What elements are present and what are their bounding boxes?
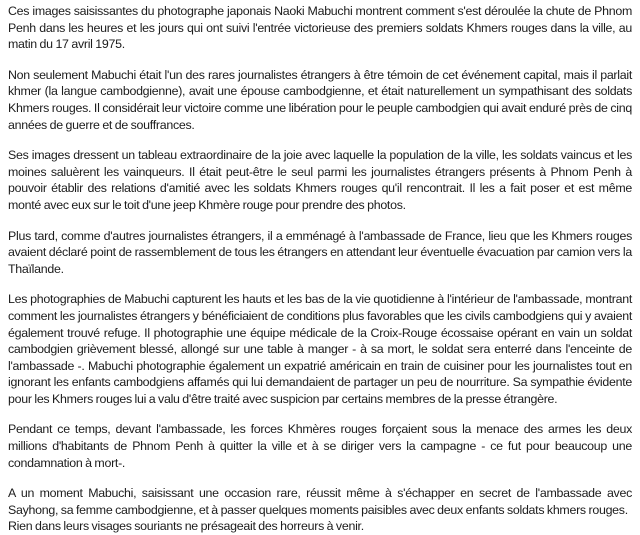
paragraph-sayhong-conclusion: A un moment Mabuchi, saisissant une occasion rare, réussit même à s'échapper en secret de l'ambassade avec Sayhong, sa femme cambodgienne, et à passer quelques moments paisibles avec deux enfants soldats khmers rouges. Rien dans leurs visages souriants ne présageait des horreurs à venir. bbox=[8, 486, 632, 534]
paragraph-evacuation-ville: Pendant ce temps, devant l'ambassade, les forces Khmères rouges forçaient sous la menace des armes les deux millions d'habitants de Phnom Penh à quitter la ville et à se diriger vers la campagne - ce fut pour beaucoup une condamnation à mort-. bbox=[8, 422, 635, 470]
paragraph-images-joie: Ses images dressent un tableau extraordinaire de la joie avec laquelle la population de la ville, les soldats vaincus et les moines saluèrent les vainqueurs. Il était peut-être le seul parmi les journalistes étrangers présents à Phnom Penh à pouvoir établir des relations d'amitié avec les soldats Khmers rouges qu'il rencontrait. Il les a fait poser et est même monté avec eux sur le toit d'une jeep Khmère rouge pour prendre des photos. bbox=[8, 148, 635, 212]
paragraph-mabuchi-background: Non seulement Mabuchi était l'un des rares journalistes étrangers à être témoin de cet événement capital, mais il parlait khmer (la langue cambodgienne), avait une épouse cambodgienne, et était naturellement un sympathisant des soldats Khmers rouges. Il considérait leur victoire comme une libération pour le peuple cambodgien qui avait enduré près de cinq années de guerre et de souffrances. bbox=[8, 67, 635, 132]
paragraph-vie-ambassade: Les photographies de Mabuchi capturent les hauts et les bas de la vie quotidienne à l'intérieur de l'ambassade, montrant comment les journalistes étrangers y bénéficiaient de conditions plus favorables que les civils cambodgiens qui y avaient également trouvé refuge. Il photographie une équipe médicale de la Croix-Rouge écossaise opérant en vain un soldat cambodgien grièvement blessé, allongé sur une table à manger - à sa mort, le soldat sera enterré dans l'enceinte de l'ambassade -. Mabuchi photographie également un expatrié américain en train de cuisiner pour les journalistes tout en ignorant les enfants cambodgiens affamés qui lui demandaient de partager un peu de nourriture. Sa sympathie évidente pour les Khmers rouges lui a valu d'être traité avec suspicion par certains membres de la presse étrangère. bbox=[8, 292, 635, 406]
paragraph-ambassade-france: Plus tard, comme d'autres journalistes étrangers, il a emménagé à l'ambassade de France, lieu que les Khmers rouges avaient déclaré point de rassemblement de tous les étrangers en attendant leur éventuelle évacuation par camion vers la Thaïlande. bbox=[8, 228, 635, 276]
paragraph-intro: Ces images saisissantes du photographe japonais Naoki Mabuchi montrent comment s'est déroulée la chute de Phnom Penh dans les heures et les jours qui ont suivi l'entrée victorieuse des premiers soldats Khmers rouges dans la ville, au matin du 17 avril 1975. bbox=[8, 4, 635, 52]
